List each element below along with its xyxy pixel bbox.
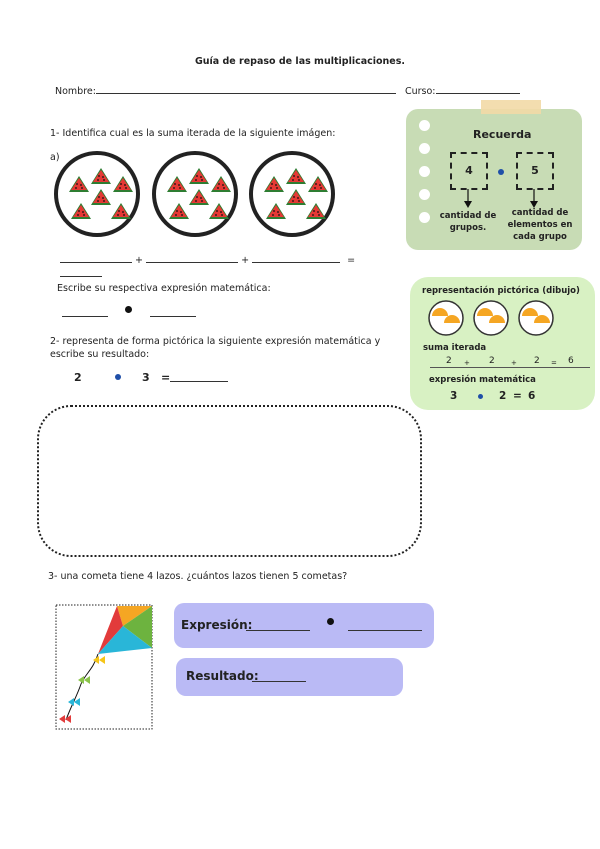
recuerda-title: Recuerda xyxy=(473,128,532,141)
watermelon-icon xyxy=(210,175,232,193)
name-label: Nombre: xyxy=(55,86,96,97)
watermelon-icon xyxy=(263,175,285,193)
orange-group-3 xyxy=(517,299,555,337)
expression-label: Expresión: xyxy=(181,618,253,632)
sum-plus: + xyxy=(511,359,517,367)
multiply-dot xyxy=(125,306,132,313)
binder-hole xyxy=(419,166,430,177)
binder-hole xyxy=(419,189,430,200)
kite-bow-4 xyxy=(59,715,71,723)
watermelon-icon xyxy=(265,202,287,220)
expr-a: 3 xyxy=(450,390,458,402)
sum-term-1: 2 xyxy=(446,356,452,366)
watermelon-icon xyxy=(112,175,134,193)
elements-box: 5 xyxy=(516,152,554,190)
watermelon-icon xyxy=(166,175,188,193)
q2-factor-a: 2 xyxy=(74,371,82,384)
kite-tail xyxy=(66,654,98,720)
q1-prompt: 1- Identifica cual es la suma iterada de la siguiente imágen: xyxy=(50,128,336,139)
result-box xyxy=(176,658,403,696)
q1-item-label: a) xyxy=(50,152,60,163)
sum-underline xyxy=(430,367,590,368)
sum-equals: = xyxy=(347,255,356,266)
sum-term-2: 2 xyxy=(489,356,495,366)
sum-term-3: 2 xyxy=(534,356,540,366)
result-blank[interactable] xyxy=(252,671,306,682)
sum-equals: = xyxy=(551,359,557,367)
example-title: representación pictórica (dibujo) xyxy=(422,286,580,296)
sum-result: 6 xyxy=(568,356,574,366)
sum-blank-1[interactable] xyxy=(60,252,132,263)
sum-blank-2[interactable] xyxy=(146,252,238,263)
sum-plus-2: + xyxy=(241,255,250,266)
arrow-down-icon xyxy=(529,189,539,209)
page-title: Guía de repaso de las multiplicaciones. xyxy=(194,56,406,67)
q1-expression-row xyxy=(62,302,202,322)
expr-b: 2 xyxy=(499,390,507,402)
q2-equals: = xyxy=(161,371,171,384)
drawing-area[interactable] xyxy=(37,405,422,557)
expr-blank-2[interactable] xyxy=(150,306,196,317)
q2-prompt: 2- representa de forma pictórica la siguiente expresión matemática y escribe su resultado: xyxy=(50,336,381,360)
watermelon-icon xyxy=(90,167,112,185)
result-label: Resultado: xyxy=(186,669,259,683)
sum-row xyxy=(430,356,590,370)
multiply-dot xyxy=(327,618,334,625)
watermelon-icon xyxy=(305,202,327,220)
q1-sum-row xyxy=(60,252,390,280)
expr-result: 6 xyxy=(528,390,536,402)
watermelon-icon xyxy=(285,188,307,206)
binder-hole xyxy=(419,143,430,154)
arrow-down-icon xyxy=(463,189,473,209)
kite-bow-3 xyxy=(68,698,80,706)
elements-caption: cantidad de elementos en cada grupo xyxy=(507,208,573,242)
watermelon-icon xyxy=(285,167,307,185)
watermelon-icon xyxy=(68,175,90,193)
multiply-dot xyxy=(498,169,504,175)
expression-blank-1[interactable] xyxy=(246,620,310,631)
watermelon-icon xyxy=(168,202,190,220)
orange-group-2 xyxy=(472,299,510,337)
q2-factor-b: 3 xyxy=(142,371,150,384)
sum-blank-3[interactable] xyxy=(252,252,340,263)
watermelon-icon xyxy=(110,202,132,220)
watermelon-icon xyxy=(188,167,210,185)
watermelon-icon xyxy=(90,188,112,206)
sum-plus-1: + xyxy=(135,255,143,266)
expr-eq: = xyxy=(513,390,522,402)
watermelon-icon xyxy=(307,175,329,193)
watermelon-icon xyxy=(188,188,210,206)
course-input[interactable] xyxy=(436,83,520,94)
orange-group-1 xyxy=(427,299,465,337)
sum-result-blank[interactable] xyxy=(60,266,102,277)
name-row xyxy=(55,83,525,97)
expression-example-label: expresión matemática xyxy=(429,375,536,385)
example-card xyxy=(410,277,595,410)
recuerda-card xyxy=(406,109,582,250)
tape xyxy=(481,100,541,114)
course-label: Curso: xyxy=(404,86,436,97)
q2-expression xyxy=(74,371,244,387)
multiply-dot xyxy=(478,394,483,399)
groups-box: 4 xyxy=(450,152,488,190)
expression-box xyxy=(174,603,434,648)
sum-plus: + xyxy=(464,359,470,367)
q2-result-blank[interactable] xyxy=(170,371,228,382)
multiply-dot xyxy=(115,374,121,380)
watermelon-icon xyxy=(208,202,230,220)
groups-caption: cantidad de grupos. xyxy=(439,211,497,233)
q1-expression-prompt: Escribe su respectiva expresión matemática: xyxy=(57,283,271,294)
kite-bow-2 xyxy=(78,676,90,684)
watermelon-icon xyxy=(70,202,92,220)
sum-label: suma iterada xyxy=(423,343,487,353)
expression-example xyxy=(450,390,550,404)
binder-hole xyxy=(419,212,430,223)
binder-hole xyxy=(419,120,430,131)
expression-blank-2[interactable] xyxy=(348,620,422,631)
name-input[interactable] xyxy=(96,83,396,94)
q3-prompt: 3- una cometa tiene 4 lazos. ¿cuántos lazos tienen 5 cometas? xyxy=(48,571,348,582)
kite-illustration xyxy=(55,604,153,730)
expr-blank-1[interactable] xyxy=(62,306,108,317)
